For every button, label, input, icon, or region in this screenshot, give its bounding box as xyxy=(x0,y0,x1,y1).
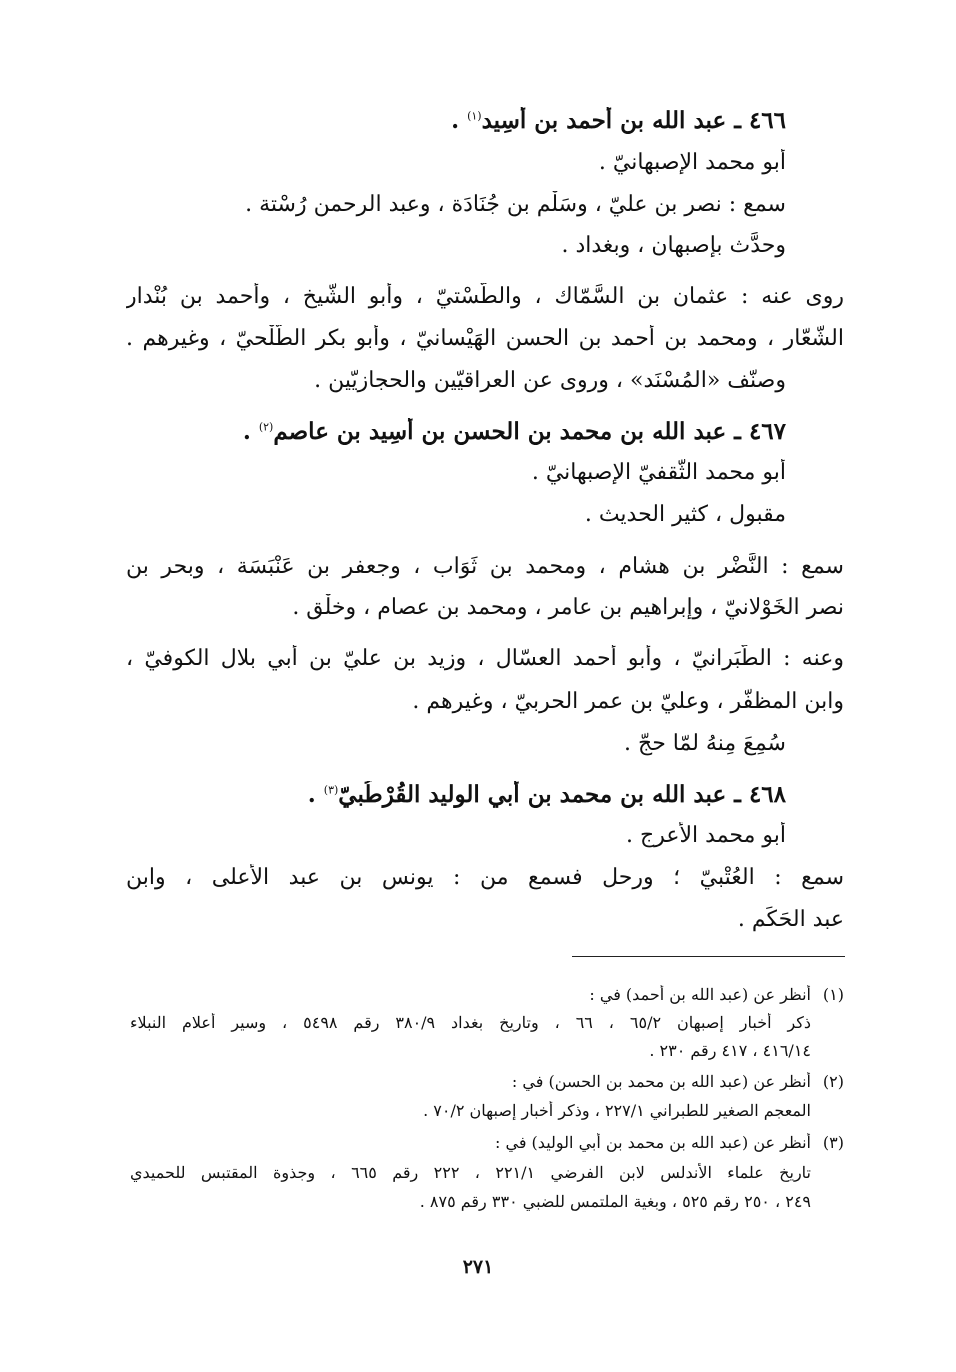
footnote-number: (١) xyxy=(822,985,844,1004)
footnote-ref: (٢) xyxy=(258,420,274,434)
entry-line: روى عنه : عثمان بن السَّمّاك ، والطَّسْتيّ ، وأبو الشّيخ ، وأحمد بن بُنْدار xyxy=(126,284,844,309)
entry-line: وصنّف «المُسْنَد» ، وروى عن العراقيّين والحجازيّين . xyxy=(314,368,786,393)
footnote-ref: (١) xyxy=(467,109,482,123)
entry-line: وحدَّث بإصبهان ، وبغداد . xyxy=(561,233,786,258)
entry-line: وعنه : الطَّبَرانيّ ، وأبو أحمد العسّال ، وزيد بن عليّ بن أبي بلال الكوفيّ ، xyxy=(126,646,844,671)
footnote-separator xyxy=(572,956,845,957)
entry-line: سمع : نصر بن عليّ ، وسَلْم بن جُنَادَة ، وعبد الرحمن رُسْتة . xyxy=(245,192,786,217)
entry-line: عبد الحَكَم . xyxy=(737,907,844,932)
footnote-line: ٢٤٩ ، ٢٥٠ رقم ٥٢٥ ، وبغية الملتمس للضبي ٣٣٠ رقم ٨٧٥ . xyxy=(419,1192,811,1211)
entry-line: سُمِعَ مِنهُ لمّا حجّ . xyxy=(624,731,786,756)
entry-line: الشّعّار ، ومحمد بن أحمد بن الحسن الهَيْسانيّ ، وأبو بكر الطّلْحيّ ، وغيرهم . xyxy=(126,326,844,351)
entry-heading: ٤٦٧ ـ عبد الله بن محمد بن الحسن بن أَسِيد بن عاصم$^{(٢)}$ . xyxy=(242,418,786,445)
footnote-line: تاريخ علماء الأندلس لابن الفرضي ٢٢١/١ ، ٢٢٢ رقم ٦٦٥ ، وجذوة المقتبس للحميدي xyxy=(130,1163,811,1182)
footnote-line: ذكر أخبار إصبهان ٦٥/٢ ، ٦٦ ، وتاريخ بغداد ٣٨٠/٩ رقم ٥٤٩٨ ، وسير أعلام النبلاء xyxy=(130,1013,811,1032)
page-number: ٢٧١ xyxy=(462,1256,494,1278)
entry-heading: ٤٦٦ ـ عبد الله بن أحمد بن أَسِيد$^{(١)}$ . xyxy=(451,107,786,134)
entry-line: أبو محمد الأعرج . xyxy=(626,823,786,848)
footnote-line: ٤١٦/١٤ ، ٤١٧ رقم ٢٣٠ . xyxy=(649,1041,811,1060)
entry-line: أبو محمد الإصبهانيّ . xyxy=(598,150,786,175)
footnote-line: المعجم الصغير للطبراني ٢٢٧/١ ، وذكر أخبار إصبهان ٧٠/٢ . xyxy=(423,1101,811,1120)
footnote-ref: (٣) xyxy=(323,783,339,797)
entry-line: وابن المظفّر ، وعليّ بن عمر الحربيّ ، وغيرهم . xyxy=(412,689,844,714)
footnote-number: (٢) xyxy=(822,1072,844,1091)
entry-line: مقبول ، كثير الحديث . xyxy=(584,502,786,527)
entry-line: نصر الخَوْلانيّ ، وإبراهيم بن عامر ، ومحمد بن عصام ، وخلْق . xyxy=(292,595,844,620)
entry-line: سمع : النَّضْر بن هشام ، ومحمد بن ثَوَاب ، وجعفر بن عَنْبَسَة ، وبحر بن xyxy=(126,554,844,579)
footnote-title: أنظر عن (عبد الله بن أحمد) في : xyxy=(589,985,811,1004)
entry-line: سمع : العُتْبيّ ؛ ورحل فسمع من : يونس بن عبد الأعلى ، وابن xyxy=(126,865,844,890)
footnote-title: أنظر عن (عبد الله بن محمد بن الحسن) في : xyxy=(511,1072,811,1091)
footnote-number: (٣) xyxy=(822,1133,844,1152)
footnote-title: أنظر عن (عبد الله بن محمد بن أبي الوليد) في : xyxy=(495,1133,811,1152)
entry-heading: ٤٦٨ ـ عبد الله بن محمد بن أبي الوليد القُرْطُبيّ$^{(٣)}$ . xyxy=(307,781,786,808)
entry-line: أبو محمد الثّقفيّ الإصبهانيّ . xyxy=(531,460,786,485)
